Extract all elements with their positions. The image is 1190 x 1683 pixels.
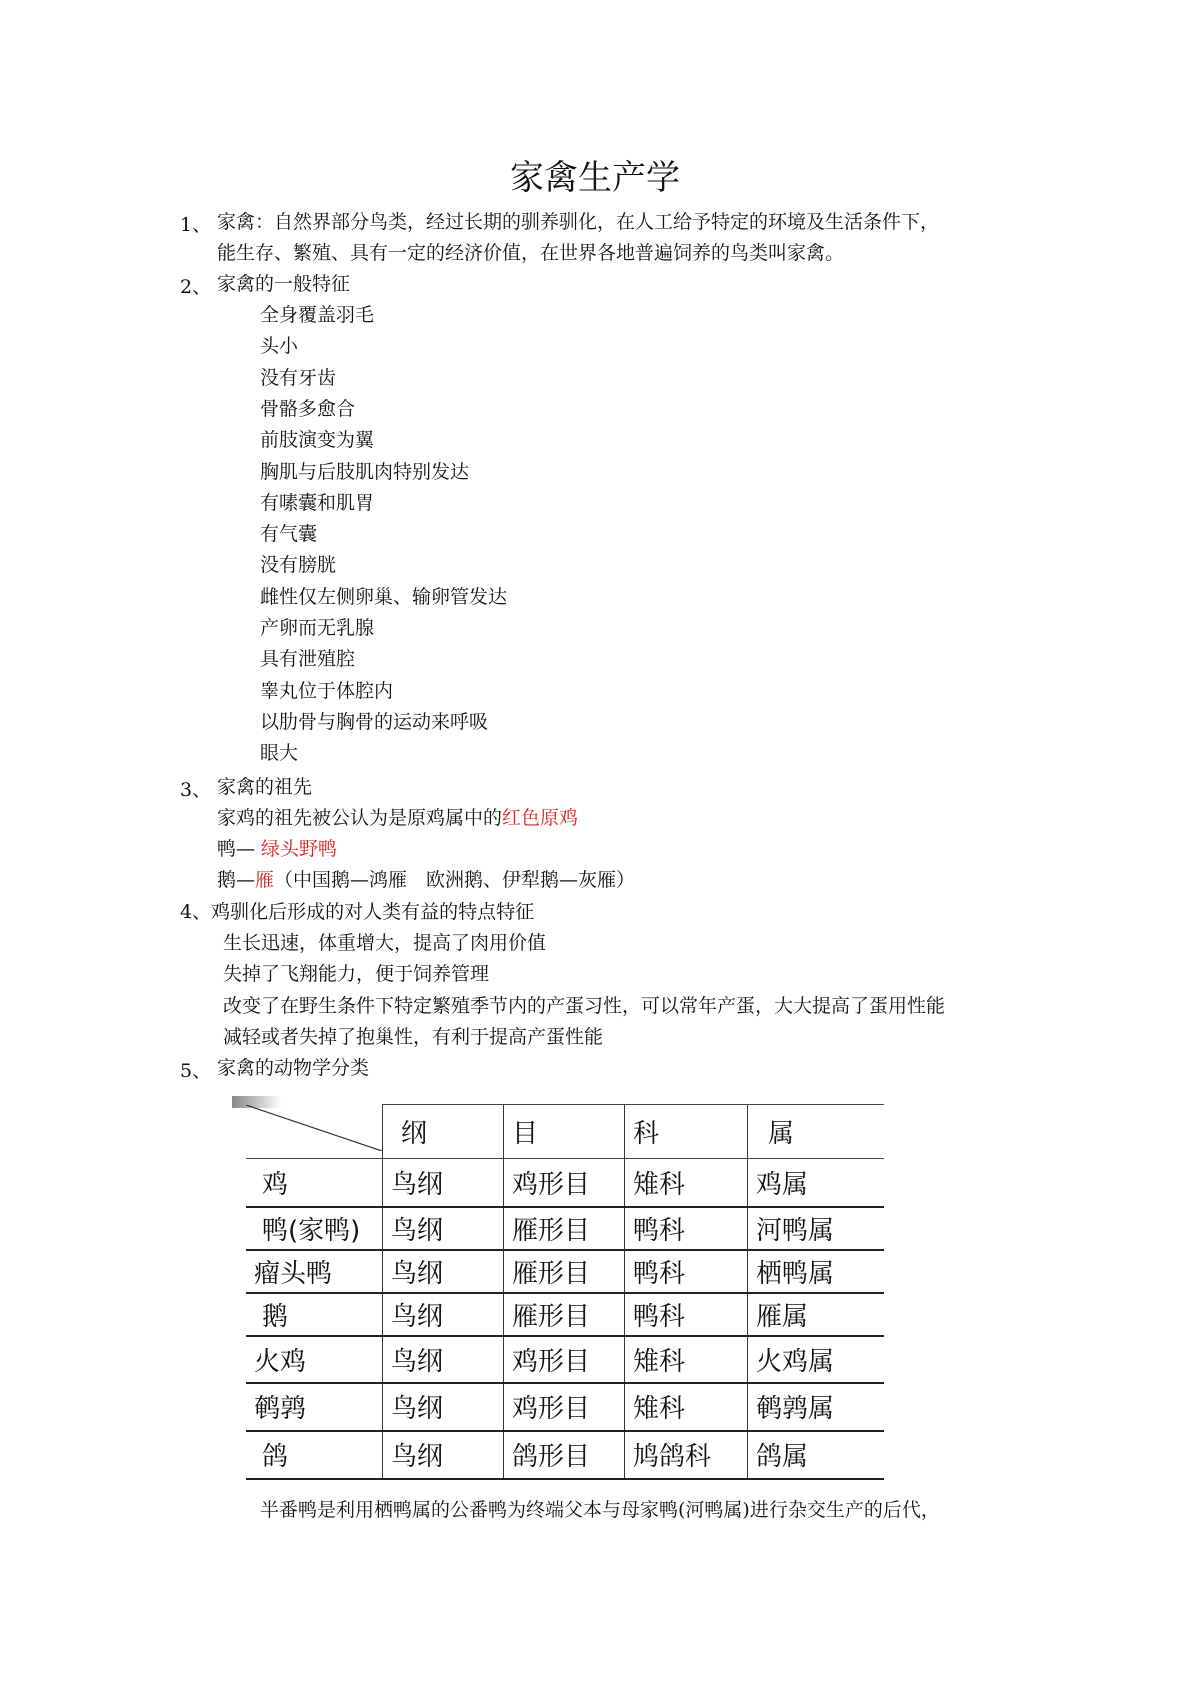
- diagonal-cell: [246, 1105, 383, 1159]
- feature-item: 产卵而无乳腺: [260, 617, 375, 639]
- feature-item: 有气囊: [260, 523, 318, 546]
- trait-item: 减轻或者失掉了抱巢性，有利于提高产蛋性能: [223, 1025, 604, 1048]
- species-cell: 鹅: [246, 1293, 383, 1336]
- taxon-cell: 雉科: [625, 1383, 748, 1431]
- species-cell: 火鸡: [246, 1336, 383, 1383]
- section-heading: 家禽的动物学分类: [217, 1057, 370, 1079]
- header-cell: 纲: [383, 1105, 504, 1159]
- classification-table: [246, 1104, 884, 1480]
- taxon-cell: 鸡形目: [504, 1158, 625, 1207]
- taxon-cell: 雁形目: [504, 1207, 625, 1250]
- species-cell: 鹌鹑: [246, 1383, 383, 1431]
- header-cell: 属: [748, 1105, 885, 1159]
- highlight-text: 绿头野鸭: [261, 838, 338, 860]
- text: （中国鹅—鸿雁 欧洲鹅、伊犁鹅—灰雁）: [274, 869, 636, 891]
- species-cell: 鸽: [246, 1431, 383, 1479]
- taxon-cell: 鸟纲: [383, 1250, 504, 1293]
- text: 家鸡的祖先被公认为是原鸡属中的: [217, 807, 503, 829]
- taxon-cell: 鸟纲: [383, 1293, 504, 1336]
- taxon-cell: 雉科: [625, 1158, 748, 1207]
- table-row: [246, 1383, 884, 1431]
- duck-ancestor: [217, 837, 337, 861]
- section-number: 3、: [180, 779, 212, 801]
- table-row: [246, 1336, 884, 1383]
- definition-line: 能生存、繁殖、具有一定的经济价值，在世界各地普遍饲养的鸟类叫家禽。: [217, 242, 845, 264]
- footer-paragraph: 半番鸭是利用栖鸭属的公番鸭为终端父本与母家鸭(河鸭属)进行杂交生产的后代，: [260, 1499, 940, 1521]
- feature-item: 眼大: [260, 742, 299, 765]
- feature-item: 雌性仅左侧卵巢、输卵管发达: [260, 585, 508, 608]
- taxon-cell: 鸽属: [748, 1431, 885, 1479]
- feature-item: 有嗉囊和肌胃: [260, 491, 375, 514]
- feature-item: 头小: [260, 335, 299, 358]
- section-number: 1、: [180, 214, 212, 236]
- feature-item: 睾丸位于体腔内: [260, 679, 394, 702]
- taxon-cell: 鸡形目: [504, 1383, 625, 1431]
- header-cell: 目: [504, 1105, 625, 1159]
- section-heading: 家禽的一般特征: [217, 273, 351, 295]
- table-row: [246, 1431, 884, 1479]
- trait-item: 改变了在野生条件下特定繁殖季节内的产蛋习性，可以常年产蛋，大大提高了蛋用性能: [223, 994, 946, 1017]
- taxon-cell: 雁形目: [504, 1250, 625, 1293]
- definition-line: 家禽：自然界部分鸟类，经过长期的驯养驯化，在人工给予特定的环境及生活条件下，: [217, 211, 940, 233]
- taxon-cell: 鸟纲: [383, 1383, 504, 1431]
- goose-ancestor: [217, 868, 635, 892]
- feature-item: 具有泄殖腔: [260, 648, 356, 671]
- taxon-cell: 雉科: [625, 1336, 748, 1383]
- taxon-cell: 鸠鸽科: [625, 1431, 748, 1479]
- table-row: [246, 1207, 884, 1250]
- trait-item: 失掉了飞翔能力，便于饲养管理: [223, 963, 490, 986]
- table-row: [246, 1293, 884, 1336]
- taxon-cell: 鹌鹑属: [748, 1383, 885, 1431]
- feature-item: 没有膀胱: [260, 554, 337, 577]
- species-cell: 鸡: [246, 1158, 383, 1207]
- table-row: [246, 1250, 884, 1293]
- feature-item: 没有牙齿: [260, 366, 337, 389]
- taxon-cell: 鸡属: [748, 1158, 885, 1207]
- taxon-cell: 鸭科: [625, 1207, 748, 1250]
- species-cell: 鸭(家鸭): [246, 1207, 383, 1250]
- taxon-cell: 鸟纲: [383, 1158, 504, 1207]
- trait-item: 生长迅速，体重增大，提高了肉用价值: [223, 932, 547, 954]
- table-header-row: [246, 1105, 884, 1159]
- section-number: 5、: [180, 1060, 212, 1082]
- highlight-text: 雁: [255, 869, 275, 891]
- taxon-cell: 鸭科: [625, 1293, 748, 1336]
- feature-item: 骨骼多愈合: [260, 397, 356, 420]
- taxon-cell: 鸭科: [625, 1250, 748, 1293]
- feature-item: 前肢演变为翼: [260, 429, 375, 452]
- taxon-cell: 鸟纲: [383, 1431, 504, 1479]
- section-heading: 家禽的祖先: [217, 776, 313, 798]
- taxon-cell: 鸟纲: [383, 1336, 504, 1383]
- table-row: [246, 1158, 884, 1207]
- feature-item: 以肋骨与胸骨的运动来呼吸: [260, 710, 489, 733]
- taxon-cell: 栖鸭属: [748, 1250, 885, 1293]
- taxon-cell: 雁属: [748, 1293, 885, 1336]
- species-cell: 瘤头鸭: [246, 1250, 383, 1293]
- section-heading: 4、鸡驯化后形成的对人类有益的特点特征: [180, 901, 535, 923]
- diagonal-line: [246, 1105, 382, 1151]
- page-title: 家禽生产学: [510, 158, 680, 198]
- text: 鹅—: [217, 869, 256, 891]
- taxon-cell: 河鸭属: [748, 1207, 885, 1250]
- section-number: 2、: [180, 276, 212, 298]
- taxon-cell: 火鸡属: [748, 1336, 885, 1383]
- taxon-cell: 鸟纲: [383, 1207, 504, 1250]
- taxon-cell: 雁形目: [504, 1293, 625, 1336]
- highlight-text: 红色原鸡: [502, 807, 579, 829]
- taxon-cell: 鸡形目: [504, 1336, 625, 1383]
- header-cell: 科: [625, 1105, 748, 1159]
- text: 鸭—: [217, 838, 262, 860]
- chicken-ancestor: [217, 806, 578, 830]
- taxon-cell: 鸽形目: [504, 1431, 625, 1479]
- feature-item: 胸肌与后肢肌肉特别发达: [260, 460, 470, 483]
- feature-item: 全身覆盖羽毛: [260, 304, 375, 326]
